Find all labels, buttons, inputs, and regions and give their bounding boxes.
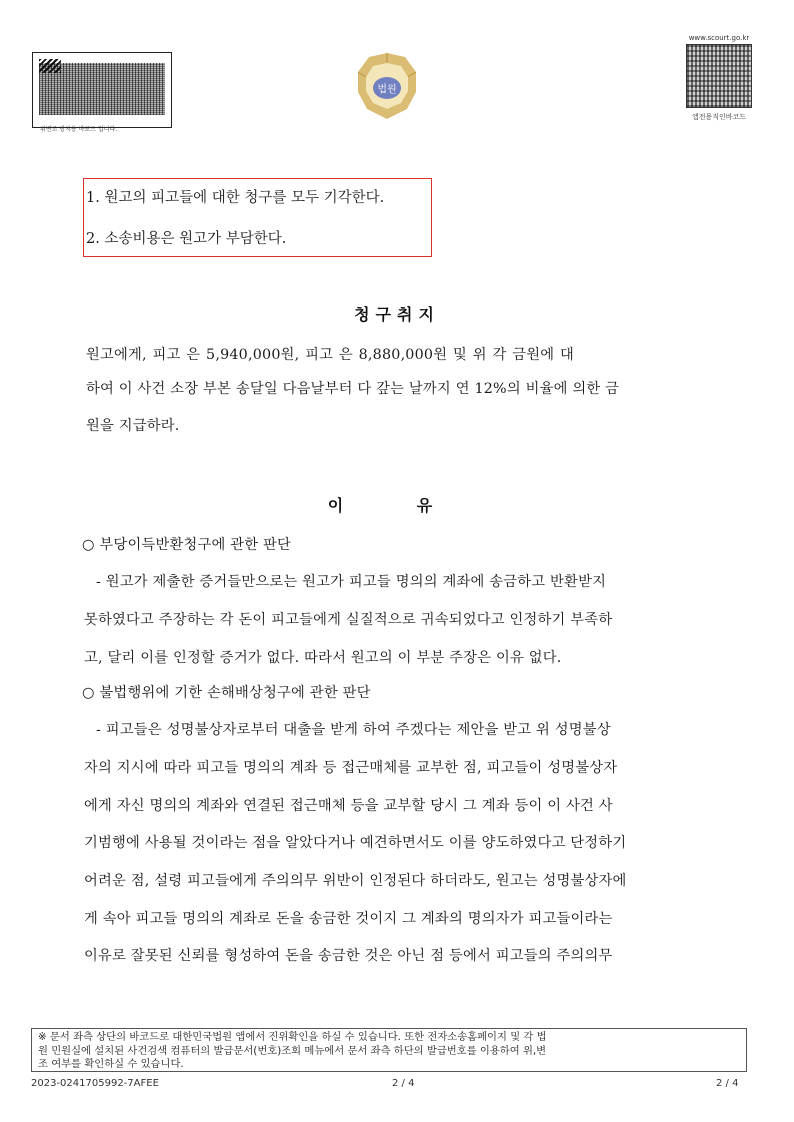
verification-barcode xyxy=(32,52,172,128)
notice-line: ※ 문서 좌측 상단의 바코드로 대한민국법원 앱에서 진위확인을 하실 수 있습니다. 또한 전자소송홈페이지 및 각 법 xyxy=(38,1031,547,1043)
qr-caption: 앱전용직인바코드 xyxy=(691,113,747,121)
notice-line: 조 여부를 확인하실 수 있습니다. xyxy=(38,1058,184,1070)
reasons-title: 이 유 xyxy=(327,496,467,515)
reasons-line: 기범행에 사용될 것이라는 점을 알았다거나 예견하면서도 이를 양도하였다고 단정하기 xyxy=(84,835,627,851)
claim-line-1 xyxy=(86,344,574,364)
court-seal-logo xyxy=(352,47,422,127)
barcode-caption: 위변조 방지용 바코드 입니다. xyxy=(40,126,118,133)
page-number-center: 2 / 4 xyxy=(392,1078,415,1089)
claim-title: 청구취지 xyxy=(354,305,440,324)
seal-text: 법원 xyxy=(377,84,397,96)
judgment-item-2: 2. 소송비용은 원고가 부담한다. xyxy=(86,231,287,247)
page-number-right: 2 / 4 xyxy=(716,1078,739,1089)
reasons-line: - 피고들은 성명불상자로부터 대출을 받게 하여 주겠다는 제안을 받고 위 성명불상 xyxy=(96,722,611,738)
reasons-heading-1: ○ 부당이득반환청구에 관한 판단 xyxy=(82,537,292,553)
reasons-line: 어려운 점, 설령 피고들에게 주의의무 위반이 인정된다 하더라도, 원고는 성명불상자에 xyxy=(84,873,627,889)
judgment-item-1: 1. 원고의 피고들에 대한 청구를 모두 기각한다. xyxy=(86,190,385,206)
reasons-line: 고, 달리 이를 인정할 증거가 없다. 따라서 원고의 이 부분 주장은 이유 없다. xyxy=(84,650,562,666)
claim-line-3: 원을 지급하라. xyxy=(86,418,180,434)
document-number: 2023-0241705992-7AFEE xyxy=(31,1078,159,1089)
reasons-line: 이유로 잘못된 신뢰를 형성하여 돈을 송금한 것은 아닌 점 등에서 피고들의 주의의무 xyxy=(84,948,613,964)
barcode-corner-mark xyxy=(39,59,61,73)
verification-notice xyxy=(31,1028,747,1072)
reasons-line: 에게 자신 명의의 계좌와 연결된 접근매체 등을 교부할 당시 그 계좌 등이 이 사건 사 xyxy=(84,798,613,814)
claim-line-2: 하여 이 사건 소장 부본 송달일 다음날부터 다 갚는 날까지 연 12%의 비율에 의한 금 xyxy=(86,381,620,397)
reasons-line: 자의 지시에 따라 피고들 명의의 계좌 등 접근매체를 교부한 점, 피고들이 성명불상자 xyxy=(84,760,618,776)
notice-line: 원 민원실에 설치된 사건검색 컴퓨터의 발급문서(번호)조회 메뉴에서 문서 좌측 하단의 발급번호를 이용하여 위,변 xyxy=(38,1044,547,1057)
reasons-line: 게 속아 피고들 명의의 계좌로 돈을 송금한 것이지 그 계좌의 명의자가 피고들이라는 xyxy=(84,911,613,927)
reasons-heading-2: ○ 불법행위에 기한 손해배상청구에 관한 판단 xyxy=(82,685,371,701)
reasons-line: 못하였다고 주장하는 각 돈이 피고들에게 실질적으로 귀속되었다고 인정하기 부족하 xyxy=(84,612,613,628)
qr-url: www.scourt.go.kr xyxy=(688,34,750,42)
reasons-line: - 원고가 제출한 증거들만으로는 원고가 피고들 명의의 계좌에 송금하고 반환받지 xyxy=(96,574,607,590)
qr-code xyxy=(686,44,752,108)
claim-line-1-text: 원고에게, 피고 은 5,940,000원, 피고 은 8,880,000원 및 위 각 금원에 대 xyxy=(86,347,575,363)
